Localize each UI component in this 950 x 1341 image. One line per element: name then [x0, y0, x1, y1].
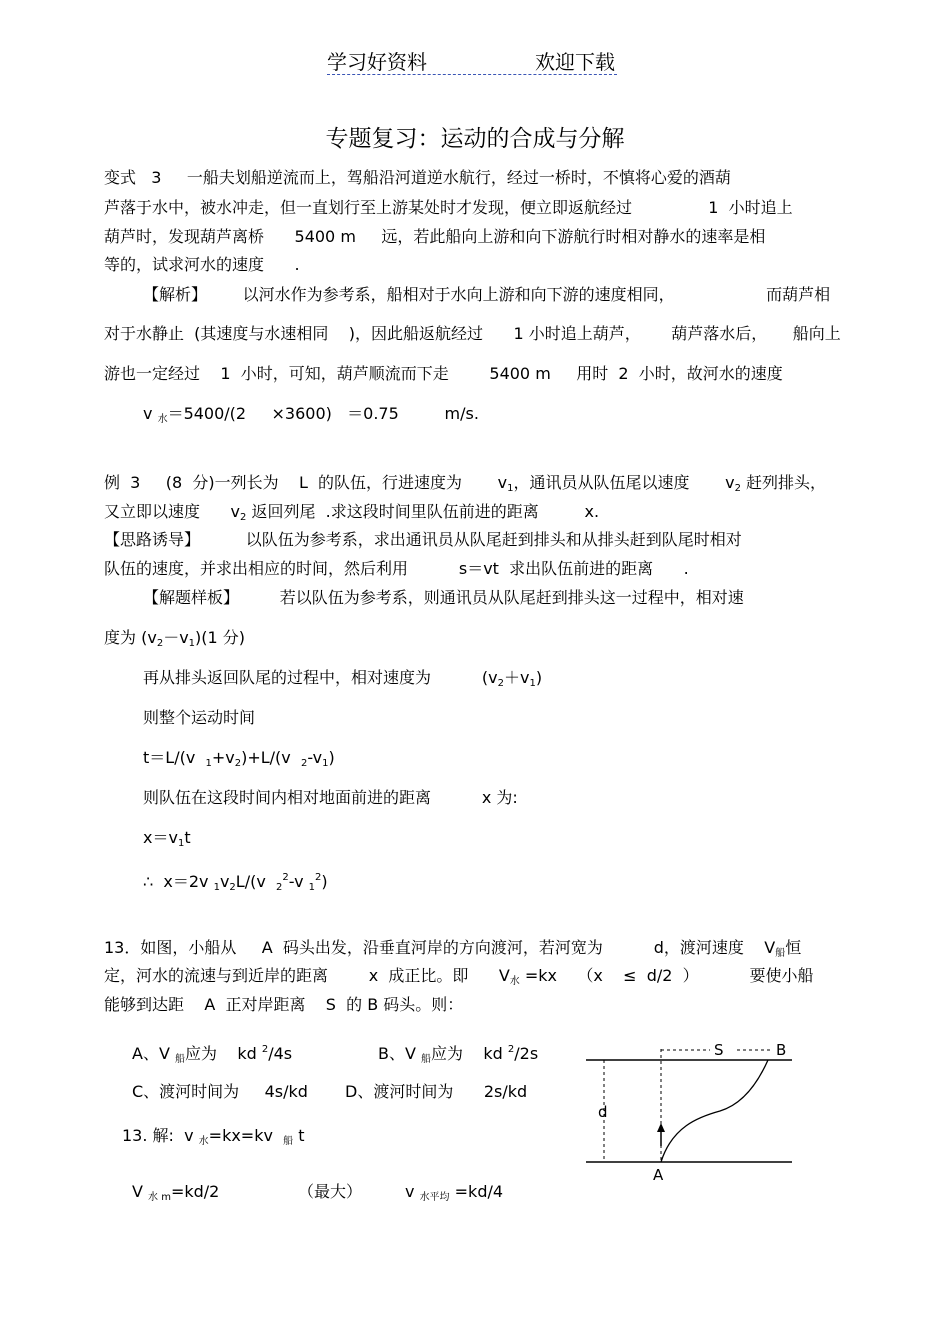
variant3-line-3: 葫芦时，发现葫芦离桥 5400 m 远，若此船向上游和向下游航行时相对静水的速率是相 [104, 227, 766, 246]
label-s: S [714, 1041, 724, 1059]
relative-speed-1: 度为 $(v_2-v_1)(1$ 分) [104, 628, 246, 649]
analysis-line-1: 【解析】 以河水作为参考系，船相对于水向上游和向下游的速度相同， 而葫芦相 [143, 285, 831, 304]
variant3-line-2: 芦落于水中，被水冲走，但一直划行至上游某处时才发现，便立即返航经过 1 小时追上 [104, 198, 793, 217]
distance-formula-1: $x=v_1t$ [143, 828, 191, 849]
hint-line-1: 【思路诱导】 以队伍为参考系，求出通讯员从队尾赶到排头和从排头赶到队尾时相对 [104, 530, 742, 549]
problem13-line-1: 13．如图，小船从 A 码头出发，沿垂直河岸的方向渡河，若河宽为 d，渡河速度 $V_船$恒 [104, 938, 802, 959]
time-formula: t＝L/(v $_1+v_2)+L/(v$ $_2-v_1$) [143, 748, 335, 769]
option-b: B、V $_船$应为 kd $^2$/2s [378, 1044, 539, 1065]
example3-line-2: 又立即以速度 $v_2$ 返回列尾 .求这段时间里队伍前进的距离 x. [104, 502, 600, 523]
velocity-arrow-icon [657, 1123, 665, 1132]
solution13-line-2: V $_{水 m}$=kd/2 [132, 1182, 220, 1203]
water-speed-formula: v $_水$＝5400/(2 ×3600) ＝0.75 m/s. [143, 404, 479, 425]
header-underline [327, 74, 617, 75]
hint-line-2: 队伍的速度，并求出相应的时间，然后利用 s＝vt 求出队伍前进的距离 . [104, 559, 689, 578]
time-label: 则整个运动时间 [143, 708, 256, 727]
label-d: d [598, 1103, 608, 1121]
solution13-line-1: 13. 解: v $_水$=kx=kv $_船$ t [122, 1126, 305, 1147]
analysis-line-2: 对于水静止 (其速度与水速相同 )，因此船返航经过 1 小时追上葫芦， 葫芦落水后， 船向上 [104, 324, 841, 343]
page-title: 专题复习：运动的合成与分解 [325, 126, 625, 152]
problem13-line-3: 能够到达距 A 正对岸距离 S 的 B 码头。则： [104, 995, 464, 1014]
example3-line-1: 例 3 (8 分)一列长为 L 的队伍，行进速度为 $v_1$，通讯员从队伍尾以速度 $v_2$ 赶列排头， [104, 473, 827, 494]
relative-speed-2: 再从排头返回队尾的过程中，相对速度为 $(v_2+v_1)$ [143, 668, 543, 689]
solution-title: 【解题样板】 若以队伍为参考系，则通讯员从队尾赶到排头这一过程中，相对速 [143, 588, 744, 607]
option-d: D、渡河时间为 2s/kd [345, 1082, 528, 1101]
solution13-average: v $_{水平均}$ =kd/4 [405, 1182, 504, 1203]
header-right: 欢迎下载 [535, 50, 615, 74]
boat-trajectory [661, 1060, 768, 1162]
solution13-max: （最大） [298, 1182, 363, 1201]
variant3-line-1: 变式 3 一船夫划船逆流而上，驾船沿河道逆水航行，经过一桥时，不慎将心爱的酒葫 [104, 168, 731, 187]
header-left: 学习好资料 [327, 50, 427, 74]
distance-label: 则队伍在这段时间内相对地面前进的距离 x 为: [143, 788, 518, 807]
option-a: A、V $_船$应为 kd $^2$/4s [132, 1044, 293, 1065]
variant3-line-4: 等的，试求河水的速度 . [104, 255, 300, 274]
option-c: C、渡河时间为 4s/kd [132, 1082, 308, 1101]
problem13-line-2: 定，河水的流速与到近岸的距离 x 成正比。即 $V_水 =kx$ （x ≤ d/2 ） 要使小船 [104, 966, 814, 987]
distance-formula-2: ∴ x＝2v $_1v_2L/(v$ $_2^2$-v $_1^2$) [143, 872, 328, 893]
label-a: A [653, 1166, 664, 1184]
analysis-line-3: 游也一定经过 1 小时，可知，葫芦顺流而下走 5400 m 用时 2 小时，故河水的速度 [104, 364, 783, 383]
label-b: B [776, 1041, 787, 1059]
river-crossing-figure [580, 1035, 800, 1185]
